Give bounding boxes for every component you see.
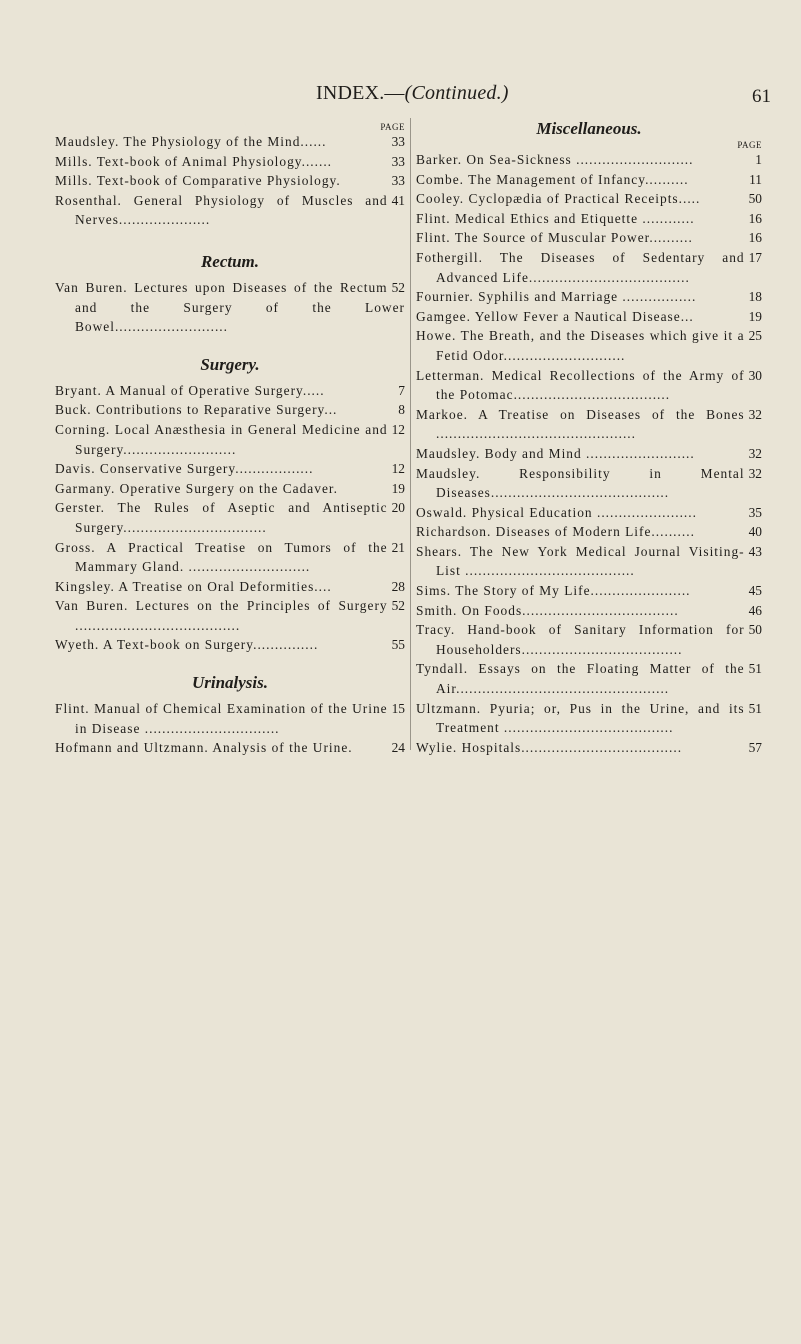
entry-page: 33: [391, 173, 405, 189]
index-entry: [416, 189, 762, 209]
entry-text: Gamgee. Yellow Fever a Nautical Disease...: [416, 308, 694, 324]
entry-page: 19: [748, 308, 762, 324]
index-entry: [416, 620, 762, 659]
section-heading: Urinalysis.: [191, 673, 269, 693]
entry-text: Bryant. A Manual of Operative Surgery.....: [55, 382, 325, 398]
entry-page: 17: [748, 249, 762, 265]
entry-text: Howe. The Breath, and the Diseases which give it a Fetid Odor............................: [416, 328, 745, 363]
entry-page: 16: [748, 230, 762, 246]
entry-page: 8: [398, 402, 405, 418]
index-entry: [55, 738, 405, 758]
entry-text: Tyndall. Essays on the Floating Matter of the Air.................................................: [416, 661, 745, 697]
entry-page: 20: [391, 500, 405, 516]
entry-text: Mills. Text-book of Animal Physiology.......: [55, 153, 333, 169]
page-column-label: PAGE: [737, 140, 762, 150]
index-entry: [55, 538, 405, 577]
index-entry: [416, 699, 762, 738]
entry-page: 57: [748, 739, 762, 755]
entry-page: 12: [391, 461, 405, 477]
entry-page: 30: [748, 367, 762, 383]
index-entry: [416, 150, 762, 170]
entry-text: Van Buren. Lectures upon Diseases of the Rectum and the Surgery of the Lower Bowel..........................: [55, 279, 405, 335]
index-title-continued: (Continued.): [404, 82, 509, 104]
entry-text: Gerster. The Rules of Aseptic and Antiseptic Surgery.................................: [55, 500, 388, 535]
index-entry: [416, 326, 762, 365]
index-entry: [55, 596, 405, 635]
entry-page: 51: [748, 661, 762, 677]
entry-text: Combe. The Management of Infancy..........: [416, 171, 689, 187]
index-entry: [416, 601, 762, 621]
entry-text: Buck. Contributions to Reparative Surgery...: [55, 402, 338, 418]
entry-page: 40: [748, 524, 762, 540]
entry-text: Wylie. Hospitals.....................................: [416, 739, 683, 755]
index-entry: [416, 503, 762, 523]
entry-page: 41: [391, 192, 405, 208]
entry-text: Corning. Local Anæsthesia in General Medicine and Surgery..........................: [55, 421, 388, 457]
entry-page: 28: [391, 578, 405, 594]
index-entry: [55, 152, 405, 172]
index-entry: [416, 581, 762, 601]
entry-page: 43: [748, 543, 762, 559]
entry-page: 21: [391, 539, 405, 555]
index-entry: [416, 444, 762, 464]
entry-page: 46: [748, 602, 762, 618]
entry-page: 32: [748, 445, 762, 461]
entry-page: 1: [755, 152, 762, 167]
entry-text: Rosenthal. General Physiology of Muscles and Nerves.....................: [55, 192, 388, 228]
index-entry: [416, 542, 762, 581]
entry-text: Shears. The New York Medical Journal Visiting-List .......................................: [416, 543, 745, 579]
index-entry: [416, 170, 762, 190]
index-entry: [416, 405, 762, 444]
entry-text: Letterman. Medical Recollections of the Army of the Potomac....................................: [416, 367, 745, 403]
entry-page: 12: [391, 421, 405, 437]
index-entry: [416, 738, 762, 758]
entry-page: 32: [748, 406, 762, 422]
entry-page: 33: [391, 153, 405, 169]
entry-text: Tracy. Hand-book of Sanitary Information for Householders.....................................: [416, 622, 745, 657]
section-heading: Rectum.: [200, 251, 260, 271]
entry-page: 35: [748, 504, 762, 520]
entry-text: Kingsley. A Treatise on Oral Deformities....: [55, 578, 332, 594]
entry-page: 7: [398, 382, 405, 398]
entry-page: 32: [748, 465, 762, 481]
entry-text: Hofmann and Ultzmann. Analysis of the Urine.: [55, 740, 353, 756]
entry-text: Mills. Text-book of Comparative Physiology.: [55, 173, 341, 189]
entry-text: Davis. Conservative Surgery..................: [55, 461, 314, 477]
index-entry: [416, 366, 762, 405]
entry-text: Barker. On Sea-Sickness ...........................: [416, 152, 694, 167]
index-entry: [416, 209, 762, 229]
entry-page: 19: [391, 480, 405, 496]
entry-page: 24: [391, 740, 405, 756]
index-entry: [55, 171, 405, 191]
entry-text: Wyeth. A Text-book on Surgery...............: [55, 637, 319, 653]
entry-page: 50: [748, 622, 762, 638]
index-entry: [416, 307, 762, 327]
entry-text: Van Buren. Lectures on the Principles of Surgery ......................................: [55, 598, 388, 633]
index-entry: [55, 498, 405, 537]
index-title-main: INDEX.—: [316, 82, 405, 104]
index-entry: [416, 228, 762, 248]
entry-page: 18: [748, 289, 762, 305]
index-entry: [416, 659, 762, 698]
entry-text: Flint. The Source of Muscular Power..........: [416, 230, 693, 246]
entry-text: Markoe. A Treatise on Diseases of the Bones ..............................................: [416, 406, 745, 442]
entry-page: 15: [391, 701, 405, 717]
index-entry: [55, 400, 405, 420]
entry-page: 52: [391, 279, 405, 295]
index-entry: [55, 459, 405, 479]
index-entry: [416, 522, 762, 542]
entry-text: Fothergill. The Diseases of Sedentary and Advanced Life.....................................: [416, 249, 745, 285]
entry-page: 52: [391, 598, 405, 614]
entry-text: Cooley. Cyclopædia of Practical Receipts.....: [416, 191, 701, 207]
index-entry: [55, 278, 405, 337]
entry-text: Sims. The Story of My Life.......................: [416, 583, 691, 599]
left-column: [55, 118, 405, 758]
index-title: [316, 82, 509, 105]
right-column: [416, 118, 762, 757]
entry-page: 16: [748, 210, 762, 226]
entry-text: Flint. Medical Ethics and Etiquette ............: [416, 210, 695, 226]
entry-text: Oswald. Physical Education .......................: [416, 504, 697, 520]
entry-page: 50: [748, 191, 762, 207]
entry-text: Maudsley. Responsibility in Mental Diseases.........................................: [416, 465, 745, 501]
section-heading: Surgery.: [200, 354, 260, 374]
index-entry: [55, 420, 405, 459]
entry-text: Maudsley. The Physiology of the Mind......: [55, 134, 327, 149]
section-heading: Miscellaneous.: [536, 119, 642, 138]
index-entry: [55, 381, 405, 401]
entry-page: 45: [748, 583, 762, 599]
page-column-label: PAGE: [380, 122, 405, 132]
index-entry: [55, 577, 405, 597]
entry-page: 55: [391, 637, 405, 653]
entry-text: Garmany. Operative Surgery on the Cadaver.: [55, 480, 338, 496]
entry-text: Ultzmann. Pyuria; or, Pus in the Urine, and its Treatment .......................................: [416, 700, 745, 736]
index-entry: [416, 464, 762, 503]
entry-page: 33: [391, 134, 405, 149]
entry-text: Gross. A Practical Treatise on Tumors of the Mammary Gland. ............................: [55, 539, 388, 575]
entry-text: Fournier. Syphilis and Marriage .................: [416, 289, 697, 305]
entry-text: Richardson. Diseases of Modern Life..........: [416, 524, 695, 540]
index-entry: [55, 635, 405, 655]
index-entry: [416, 248, 762, 287]
entry-text: Smith. On Foods....................................: [416, 602, 679, 618]
entry-page: 51: [748, 700, 762, 716]
page-header: [0, 74, 801, 114]
index-entry: [55, 191, 405, 230]
column-divider: [410, 118, 411, 750]
index-entry: [55, 132, 405, 152]
entry-page: 11: [749, 171, 762, 187]
index-entry: [416, 287, 762, 307]
index-entry: [55, 699, 405, 738]
page-number: 61: [752, 86, 771, 107]
entry-page: 25: [748, 328, 762, 344]
entry-text: Maudsley. Body and Mind .........................: [416, 445, 695, 461]
entry-text: Flint. Manual of Chemical Examination of the Urine in Disease ...............................: [55, 701, 388, 736]
index-entry: [55, 479, 405, 499]
